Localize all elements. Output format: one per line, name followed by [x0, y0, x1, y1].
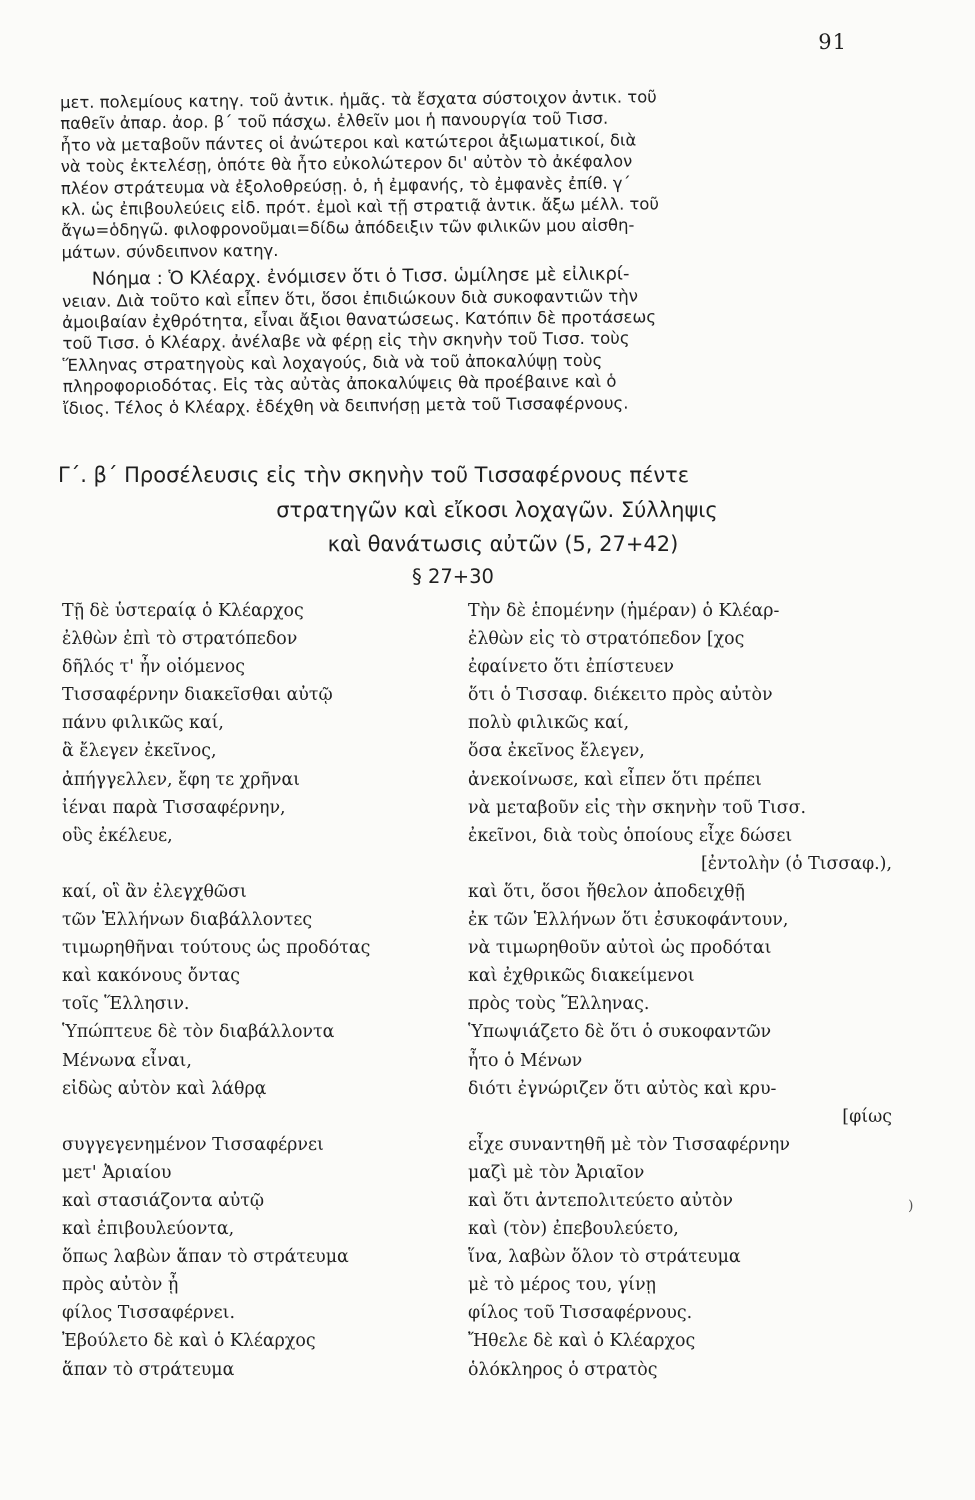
translation-line: ἐκεῖνοι, διὰ τοὺς ὁποίους εἶχε δώσει: [468, 825, 793, 846]
translation-line: ὅσα ἐκεῖνος ἔλεγεν,: [468, 741, 645, 762]
notema-line: νειαν. Διὰ τοῦτο καὶ εἶπεν ὅτι, ὅσοι ἐπιδιώκουν διὰ συκοφαντιῶν τὴν: [61, 286, 639, 311]
translation-line: ἐφαίνετο ὅτι ἐπίστευεν: [468, 657, 674, 678]
original-line: Ὑπώπτευε δὲ τὸν διαβάλλοντα: [62, 1022, 335, 1043]
original-line: ἀπήγγελλεν, ἔφη τε χρῆναι: [62, 769, 301, 790]
notes-line: ἄγω=ὁδηγῶ. φιλοφρονοῦμαι=δίδω ἀπόδειξιν τῶν φιλικῶν μου αἰσθη-: [61, 215, 635, 241]
translation-line: καὶ (τὸν) ἐπεβουλεύετο,: [468, 1219, 679, 1240]
notes-line: ἦτο νὰ μεταβοῦν πάντες οἱ ἀνώτεροι καὶ κατώτεροι ἀξιωματικοί, διὰ: [60, 130, 637, 155]
notes-line: μάτων. σύνδειπνον κατηγ.: [61, 240, 279, 262]
notema-line: ἴδιος. Τέλος ὁ Κλέαρχ. ἐδέχθη νὰ δειπνήσῃ μετὰ τοῦ Τισσαφέρνους.: [62, 393, 629, 418]
original-line: τῶν Ἑλλήνων διαβάλλοντες: [62, 910, 313, 931]
heading-line-3: καὶ θανάτωσις αὐτῶν (5, 27+42): [327, 532, 679, 556]
translation-line: ἵνα, λαβὼν ὅλον τὸ στράτευμα: [468, 1247, 741, 1268]
heading-line-1: Γ΄. β΄ Προσέλευσις εἰς τὴν σκηνὴν τοῦ Τισσαφέρνους πέντε: [58, 463, 690, 487]
translation-line: ὅτι ὁ Τισσαφ. διέκειτο πρὸς αὐτὸν: [468, 685, 773, 706]
notema-line: ἀμοιβαίαν ἐχθρότητα, εἶναι ἄξιοι θανατώσεως. Κατόπιν δὲ προτάσεως: [62, 307, 657, 333]
original-line: τιμωρηθῆναι τούτους ὡς προδότας: [62, 938, 371, 959]
original-line: ἅπαν τὸ στράτευμα: [62, 1359, 235, 1380]
section-heading: [58, 458, 888, 562]
translation-line: πρὸς τοὺς Ἕλληνας.: [468, 994, 650, 1015]
notema-line: Ἕλληνας στρατηγοὺς καὶ λοχαγούς, διὰ νὰ τοῦ ἀποκαλύψῃ τοὺς: [62, 350, 603, 375]
section-mark: § 27+30: [412, 565, 494, 588]
translation-line: διότι ἐγνώριζεν ὅτι αὐτὸς καὶ κρυ-: [468, 1078, 777, 1099]
page-number: 91: [818, 30, 847, 54]
original-line: φίλος Τισσαφέρνει.: [62, 1303, 235, 1324]
translation-line: καὶ ἐχθρικῶς διακείμενοι: [468, 966, 695, 987]
original-line: καὶ στασιάζοντα αὐτῷ: [62, 1190, 265, 1211]
translation-line: καὶ ὅτι, ὅσοι ἤθελον ἀποδειχθῇ: [468, 881, 745, 902]
translation-line: ἀνεκοίνωσε, καὶ εἶπεν ὅτι πρέπει: [468, 769, 762, 790]
original-line: εἰδὼς αὐτὸν καὶ λάθρᾳ: [62, 1078, 267, 1099]
translation-line: [ἐντολὴν (ὁ Τισσαφ.),: [700, 853, 892, 874]
translation-line: ἦτο ὁ Μένων: [468, 1050, 583, 1071]
original-line: Τισσαφέρνην διακεῖσθαι αὐτῷ: [62, 685, 333, 706]
translation-line: πολὺ φιλικῶς καί,: [468, 713, 630, 734]
translation-line: Ἤθελε δὲ καὶ ὁ Κλέαρχος: [468, 1331, 696, 1352]
original-line: οὓς ἐκέλευε,: [62, 825, 173, 846]
translation-line: νὰ μεταβοῦν εἰς τὴν σκηνὴν τοῦ Τισσ.: [468, 797, 807, 818]
translation-line: εἶχε συναντηθῆ μὲ τὸν Τισσαφέρνην: [468, 1134, 790, 1155]
original-line: [62, 850, 467, 878]
original-line: τοῖς Ἕλλησιν.: [62, 994, 190, 1015]
original-text-column: [62, 597, 467, 1384]
notes-line: νὰ τοὺς ἐκτελέσῃ, ὁπότε θὰ ἦτο εὐκολώτερον δι' αὐτὸν τὸ ἀκέφαλον: [60, 151, 633, 177]
heading-line-2: στρατηγῶν καὶ εἴκοσι λοχαγῶν. Σύλληψις: [276, 497, 718, 522]
translation-line: [φίως: [842, 1106, 892, 1127]
original-line: ἐλθὼν ἐπὶ τὸ στρατόπεδον: [62, 629, 298, 650]
notes-line: κλ. ὡς ἐπιβουλεύεις εἰδ. πρότ. ἐμοὶ καὶ τῇ στρατιᾷ ἀντικ. ἄξω μέλλ. τοῦ: [61, 194, 659, 220]
original-line: Τῇ δὲ ὑστεραίᾳ ὁ Κλέαρχος: [62, 601, 304, 621]
vocabulary-notes: [60, 84, 895, 419]
original-line: μετ' Ἀριαίου: [62, 1162, 172, 1183]
translation-line: νὰ τιμωρηθοῦν αὐτοὶ ὡς προδόται: [468, 938, 772, 959]
original-line: συγγεγενημένον Τισσαφέρνει: [62, 1134, 324, 1155]
notes-line: μετ. πολεμίους κατηγ. τοῦ ἀντικ. ἡμᾶς. τὰ ἔσχατα σύστοιχον ἀντικ. τοῦ: [60, 87, 657, 112]
translation-line: μαζὶ μὲ τὸν Ἀριαῖον: [468, 1162, 645, 1183]
original-line: καὶ κακόνους ὄντας: [62, 966, 240, 987]
notema-line: τοῦ Τισσ. ὁ Κλέαρχ. ἀνέλαβε νὰ φέρῃ εἰς τὴν σκηνὴν τοῦ Τισσ. τοὺς: [62, 329, 630, 354]
original-line: καί, οἳ ἂν ἐλεγχθῶσι: [62, 881, 247, 902]
translation-line: ἐλθὼν εἰς τὸ στρατόπεδον [χος: [468, 629, 745, 650]
translation-column: [468, 597, 898, 1384]
translation-line: Ὑπωψιάζετο δὲ ὅτι ὁ συκοφαντῶν: [468, 1022, 772, 1043]
notes-line: παθεῖν ἀπαρ. ἀορ. β΄ τοῦ πάσχω. ἐλθεῖν μοι ἡ πανουργία τοῦ Τισσ.: [60, 109, 609, 134]
original-line: ἃ ἔλεγεν ἐκεῖνος,: [62, 741, 217, 762]
margin-mark: ): [908, 1198, 914, 1214]
translation-line: ἐκ τῶν Ἑλλήνων ὅτι ἐσυκοφάντουν,: [468, 910, 789, 931]
translation-line: καὶ ὅτι ἀντεπολιτεύετο αὐτὸν: [468, 1190, 733, 1211]
meaning-paragraph: [62, 261, 895, 419]
original-line: πρὸς αὐτὸν ᾖ: [62, 1275, 179, 1296]
translation-line: φίλος τοῦ Τισσαφέρνους.: [468, 1303, 693, 1324]
notema-line: πληροφοριοδότας. Εἰς τὰς αὐτὰς ἀποκαλύψεις θὰ προέβαινε καὶ ὁ: [62, 371, 617, 397]
original-line: [62, 1103, 467, 1131]
translation-line: μὲ τὸ μέρος του, γίνῃ: [468, 1275, 656, 1296]
original-line: καὶ ἐπιβουλεύοντα,: [62, 1219, 235, 1240]
original-line: πάνυ φιλικῶς καί,: [62, 713, 224, 734]
translation-line: ὁλόκληρος ὁ στρατὸς: [468, 1359, 658, 1380]
notes-line: πλέον στράτευμα νὰ ἐξολοθρεύσῃ. ὁ, ἡ ἐμφανής, τὸ ἐμφανὲς ἐπίθ. γ΄: [60, 173, 631, 198]
original-line: Μένωνα εἶναι,: [62, 1050, 192, 1071]
original-line: Ἐβούλετο δὲ καὶ ὁ Κλέαρχος: [62, 1331, 316, 1352]
original-line: δῆλός τ' ἦν οἰόμενος: [62, 657, 245, 678]
notema-line: Νόημα : Ὁ Κλέαρχ. ἐνόμισεν ὅτι ὁ Τισσ. ὡμίλησε μὲ εἰλικρί-: [91, 263, 630, 290]
original-line: ὅπως λαβὼν ἅπαν τὸ στράτευμα: [62, 1247, 349, 1268]
original-line: ἰέναι παρὰ Τισσαφέρνην,: [62, 797, 286, 818]
translation-line: Τὴν δὲ ἑπομένην (ἡμέραν) ὁ Κλέαρ-: [468, 601, 780, 621]
